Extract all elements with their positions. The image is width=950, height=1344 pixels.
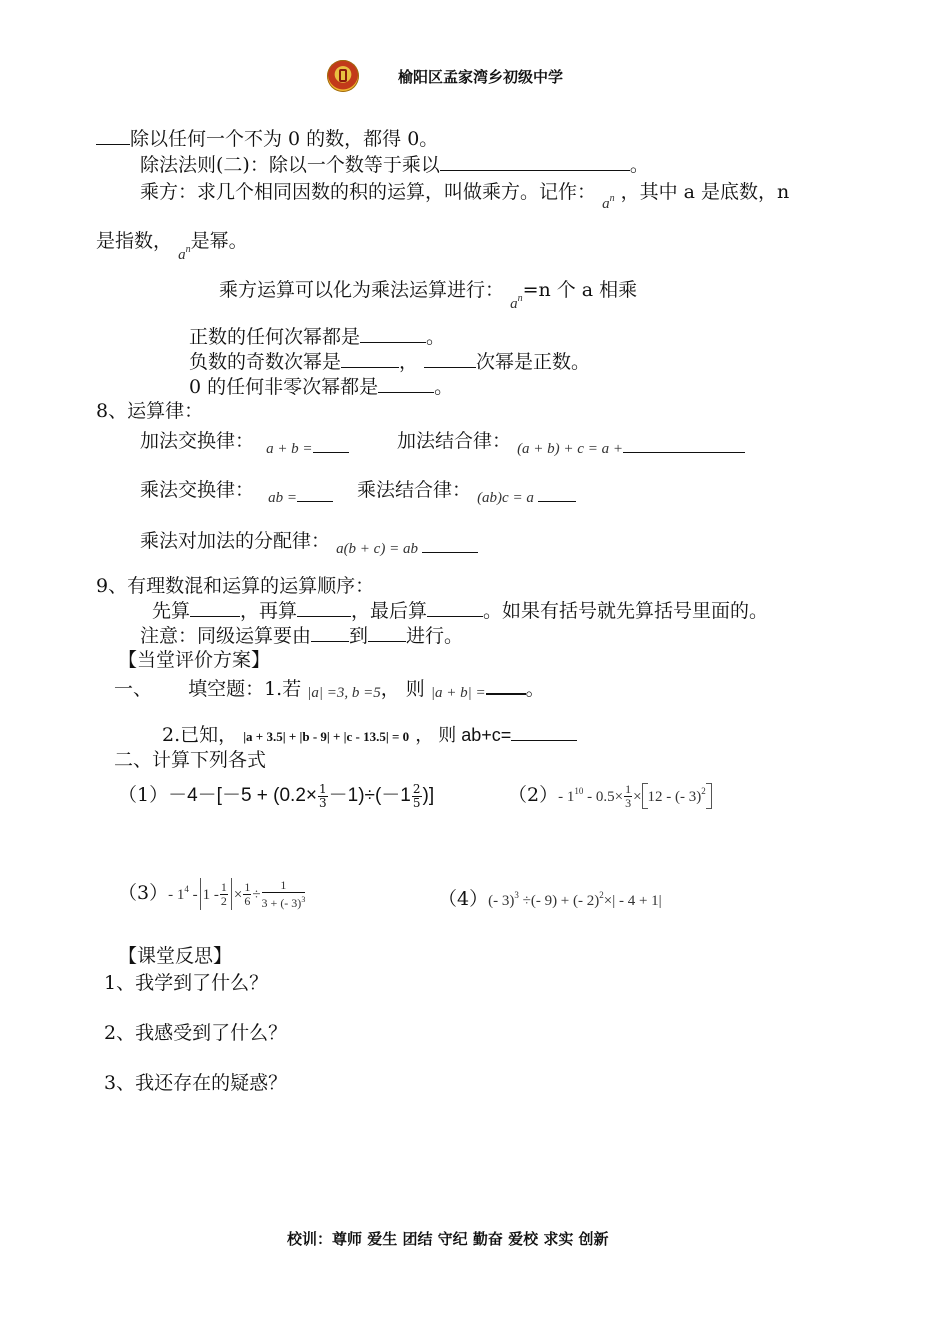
power-mult-text-2: =n 个 a 相乘 (522, 279, 638, 301)
exp-n: n (185, 244, 191, 255)
punct: 。 (434, 376, 454, 398)
fraction (412, 783, 422, 810)
problem-expr: )] (422, 785, 435, 806)
exponent: 10 (574, 786, 584, 796)
numerator: 1 (319, 781, 327, 796)
problem-label: （2） (508, 784, 559, 806)
blank[interactable] (360, 324, 426, 343)
power-definition (140, 177, 790, 212)
base-a: a (602, 196, 610, 212)
order-text: ，最后算 (351, 600, 428, 622)
question-text: 2.已知， (162, 724, 238, 746)
problem-expr: ÷ (252, 887, 261, 903)
order-title: 9、有理数混和运算的运算顺序： (96, 575, 375, 597)
blank[interactable] (297, 483, 333, 502)
fraction (318, 783, 328, 810)
negative-power-text: 负数的奇数次幂是 (189, 351, 342, 373)
question-text: ， 则 ab+c= (415, 725, 512, 745)
question-expr: |a + b| = (430, 685, 486, 701)
fill-question-1 (114, 677, 545, 703)
blank[interactable] (424, 349, 476, 368)
school-motto: 校训：尊师 爱生 团结 守纪 勤奋 爱校 求实 创新 (287, 1230, 609, 1248)
problem-expr: ÷(- 9) + (- 2) (518, 893, 600, 909)
negative-power-text-2: 次幂是正数。 (476, 351, 591, 373)
numerator: 1 (244, 879, 251, 894)
a-n-expression (602, 191, 615, 213)
a-n-expression (510, 291, 523, 313)
law-expr: (ab)c = a (477, 490, 534, 506)
problem-expr: 12 - (- 3) (647, 789, 702, 805)
problem-label: （1） (118, 784, 169, 806)
calc-problem-2 (508, 780, 712, 810)
law-expr: a + b = (266, 441, 313, 457)
a-n-expression (178, 242, 191, 264)
negative-power-rule (189, 349, 590, 374)
blank[interactable] (297, 598, 351, 617)
numerator: 1 (625, 781, 632, 796)
blank[interactable] (311, 623, 349, 642)
problem-expr: －4－[－5 + (0.2× (168, 785, 317, 806)
exponent: 3 (301, 894, 306, 904)
blank[interactable] (440, 152, 630, 171)
problem-expr: (- 3) (488, 893, 515, 909)
problem-label: （4） (438, 888, 489, 910)
question-label: 一、 (114, 678, 153, 700)
numerator: 1 (220, 879, 227, 894)
school-logo (327, 60, 359, 92)
numerator: 1 (262, 879, 306, 893)
base-a: a (178, 247, 186, 263)
order-note-text: 注意：同级运算要由 (140, 625, 312, 647)
problem-expr: × (633, 789, 642, 805)
problem-expr: - 0.5× (583, 789, 624, 805)
blank[interactable] (427, 598, 483, 617)
question-text: ， 则 (380, 678, 425, 700)
fraction (243, 881, 251, 908)
zero-power-text: 0 的任何非零次幂都是 (189, 376, 379, 398)
power-def-text: 乘方：求几个相同因数的积的运算，叫做乘方。记作： (140, 181, 597, 203)
fill-question-2 (162, 722, 577, 749)
blank[interactable] (368, 623, 406, 642)
law-label: 加法结合律： (397, 430, 512, 452)
reflection-title: 【课堂反思】 (118, 945, 233, 967)
division-rule-2 (140, 152, 649, 177)
order-note-text: 进行。 (406, 625, 464, 647)
question-expr: |a + 3.5| + |b - 9| + |c - 13.5| = 0 (243, 729, 410, 744)
exp-n: n (609, 193, 615, 204)
reflection-question-3: 3、我还存在的疑惑？ (104, 1072, 288, 1094)
law-expr: (a + b) + c = a + (517, 441, 623, 457)
mul-associative (357, 477, 576, 504)
blank[interactable] (378, 374, 434, 393)
division-rule-1 (96, 126, 438, 151)
laws-title: 8、运算律： (96, 400, 204, 422)
problem-label: （3） (118, 882, 169, 904)
order-text: 。如果有括号就先算括号里面的。 (483, 600, 769, 622)
assessment-title: 【当堂评价方案】 (118, 649, 271, 671)
fraction (262, 879, 306, 910)
punct: ， (399, 351, 419, 373)
calc-problem-1 (118, 780, 434, 810)
distributive-law (140, 528, 478, 555)
punct: 。 (426, 326, 446, 348)
power-def-text-3: 是指数， (96, 230, 173, 252)
order-text: ，再算 (240, 600, 298, 622)
school-name: 榆阳区孟家湾乡初级中学 (398, 68, 564, 86)
denominator: 2 (220, 893, 227, 908)
problem-expr: －1)÷(－1 (328, 785, 411, 806)
power-def-text-2: ，其中 a 是底数，n (620, 181, 790, 203)
denominator: 5 (412, 795, 421, 810)
numerator: 2 (412, 781, 421, 796)
positive-power-text: 正数的任何次幂都是 (189, 326, 361, 348)
abs-bar (231, 878, 232, 910)
division-rule-2-text: 除法法则(二)：除以一个数等于乘以 (140, 154, 440, 176)
base-a: a (510, 296, 518, 312)
problem-expr: - 1 (168, 887, 185, 903)
power-multiplication (219, 275, 638, 312)
question-text: 填空题：1.若 (188, 678, 302, 700)
blank[interactable] (422, 534, 478, 553)
exponent: 2 (701, 786, 706, 796)
denominator: 3 (319, 795, 327, 810)
reflection-question-1: 1、我学到了什么？ (104, 972, 269, 994)
right-bracket (706, 783, 712, 809)
blank[interactable] (538, 483, 576, 502)
power-definition-cont (96, 226, 248, 263)
calc-problem-4 (438, 884, 662, 911)
power-def-text-4: 是幂。 (190, 230, 248, 252)
blank[interactable] (190, 598, 240, 617)
add-commutative (140, 428, 349, 455)
law-label: 乘法对加法的分配律： (140, 530, 331, 552)
punct: 。 (629, 154, 649, 176)
denominator: 6 (244, 893, 251, 908)
denominator: 3 (625, 795, 632, 810)
order-note-text: 到 (349, 625, 369, 647)
problem-expr: - 1 (558, 789, 575, 805)
calc-title: 二、计算下列各式 (114, 749, 267, 771)
add-associative (397, 428, 745, 455)
zero-power-rule (189, 374, 453, 399)
exponent: 2 (599, 890, 604, 900)
calc-problem-3 (118, 878, 306, 910)
mul-commutative (140, 477, 333, 504)
law-label: 加法交换律： (140, 430, 255, 452)
power-mult-text: 乘方运算可以化为乘法运算进行： (219, 279, 505, 301)
law-expr: ab = (268, 490, 297, 506)
blank[interactable] (511, 722, 577, 741)
problem-expr: × (233, 887, 243, 903)
problem-expr: 1 - (202, 887, 219, 903)
denominator (262, 893, 306, 910)
blank[interactable] (623, 434, 745, 453)
denominator-text: 3 + (- 3) (261, 895, 302, 910)
exponent: 4 (184, 884, 189, 894)
abs-bar (200, 878, 201, 910)
order-rule (152, 598, 768, 623)
exp-n: n (517, 293, 523, 304)
division-rule-1-text: 除以任何一个不为 0 的数，都得 0。 (130, 128, 439, 150)
law-label: 乘法交换律： (140, 479, 255, 501)
blank[interactable] (341, 349, 399, 368)
order-note (140, 623, 463, 648)
blank[interactable] (486, 683, 526, 695)
fraction (220, 881, 228, 908)
blank[interactable] (96, 126, 130, 145)
positive-power-rule (189, 324, 445, 349)
blank[interactable] (313, 434, 349, 453)
punct: 。 (525, 678, 545, 700)
problem-expr: ×| - 4 + 1| (603, 893, 662, 909)
question-expr: |a| =3, b =5 (307, 685, 381, 701)
law-expr: a(b + c) = ab (336, 541, 418, 557)
fraction (624, 783, 632, 810)
order-text: 先算 (152, 600, 191, 622)
law-label: 乘法结合律： (357, 479, 472, 501)
reflection-question-2: 2、我感受到了什么？ (104, 1022, 288, 1044)
problem-expr: - (188, 887, 198, 903)
exponent: 3 (514, 890, 519, 900)
